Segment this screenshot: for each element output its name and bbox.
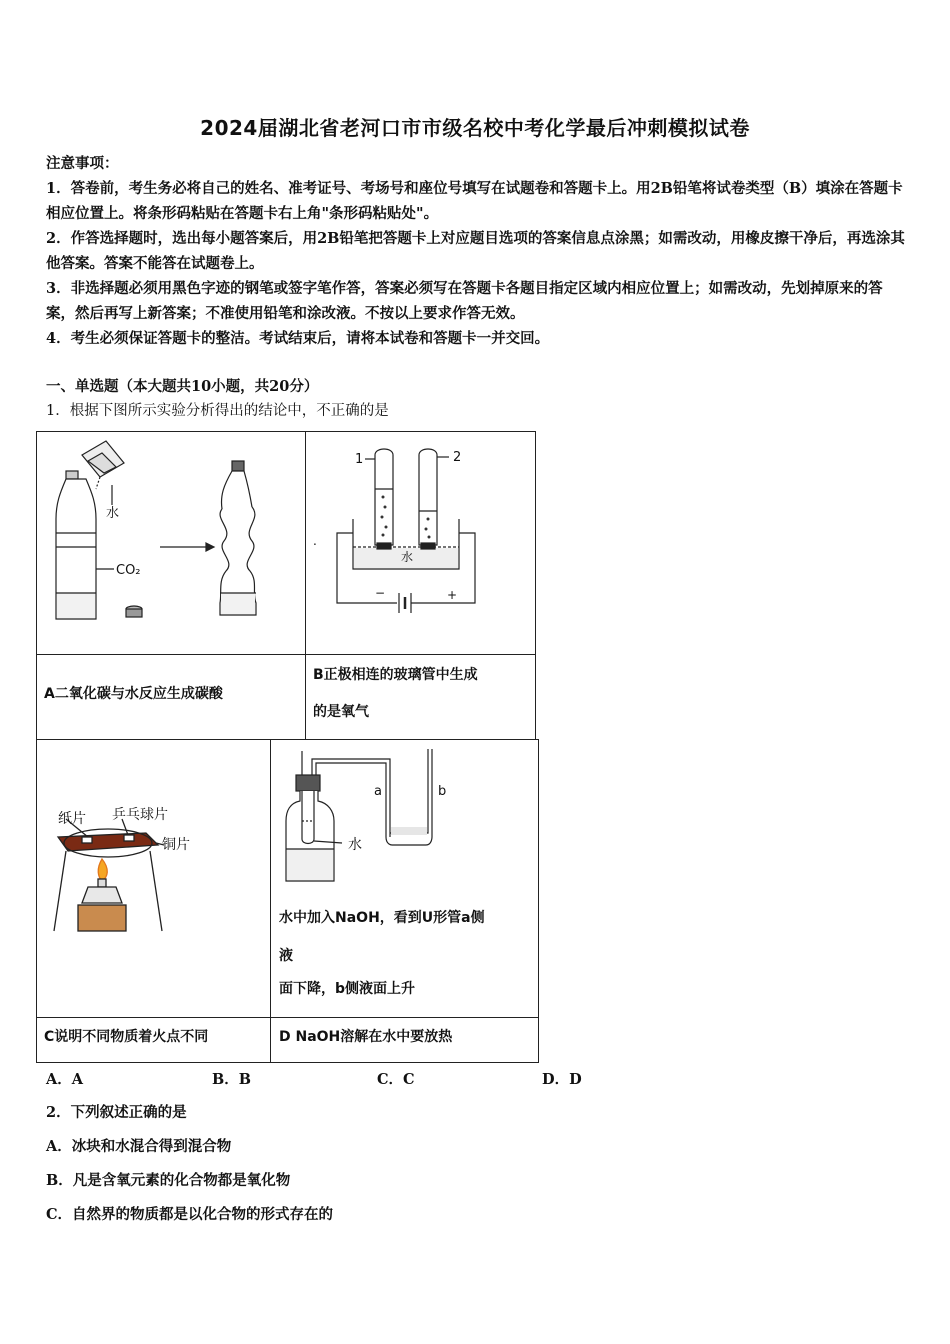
figure-a-bottles bbox=[38, 433, 304, 653]
q1-option-a: A．A bbox=[46, 1071, 84, 1088]
notice-item: 2．作答选择题时，选出每小题答案后，用2B铅笔把答题卡上对应题目选项的答案信息点涂黑；如需改动，用橡皮擦干净后，再选涂其他答案。答案不能答在试题卷上。 bbox=[46, 230, 905, 272]
notice-item: 3．非选择题必须用黑色字迹的钢笔或签字笔作答，答案必须写在答题卡各题目指定区域内相应位置上；如需改动，先划掉原来的答案，然后再写上新答案；不准使用铅笔和涂改液。不按以上要求作答无效。 bbox=[46, 280, 883, 322]
fig-b-label-2: 2 bbox=[453, 450, 462, 465]
fig-c-pingpong-label: 乒乓球片 bbox=[112, 807, 168, 823]
fig-d-label-b: b bbox=[438, 784, 447, 799]
notice-heading: 注意事项： bbox=[46, 155, 119, 172]
fig-b-label-1: 1 bbox=[355, 452, 364, 467]
caption-b-line1: B正极相连的玻璃管中生成 bbox=[313, 667, 478, 683]
caption-a: A二氧化碳与水反应生成碳酸 bbox=[44, 686, 223, 702]
figure-d-u-tube bbox=[272, 741, 537, 891]
notice-item: 1．答卷前，考生务必将自己的姓名、准考证号、考场号和座位号填写在试题卷和答题卡上。用2B铅笔将试卷类型（B）填涂在答题卡相应位置上。将条形码粘贴在答题卡右上角"条形码粘贴处"。 bbox=[46, 180, 903, 222]
page-title: 2024届湖北省老河口市市级名校中考化学最后冲刺模拟试卷 bbox=[200, 116, 750, 140]
section-heading: 一、单选题（本大题共10小题，共20分） bbox=[46, 378, 319, 395]
q2-option-b: B．凡是含氧元素的化合物都是氧化物 bbox=[46, 1172, 291, 1189]
caption-b-line2: 的是氧气 bbox=[313, 704, 369, 720]
fig-b-minus: − bbox=[375, 586, 386, 600]
caption-d-desc-line1: 水中加入NaOH，看到U形管a侧 bbox=[279, 910, 485, 926]
caption-d: D NaOH溶解在水中要放热 bbox=[279, 1029, 453, 1045]
question-2-stem: 2．下列叙述正确的是 bbox=[46, 1104, 187, 1121]
caption-d-desc-line2: 液 bbox=[279, 948, 293, 964]
q1-option-b: B．B bbox=[212, 1071, 252, 1088]
notice-block bbox=[46, 151, 906, 351]
q2-option-a: A．冰块和水混合得到混合物 bbox=[46, 1138, 232, 1155]
fig-a-water-label: 水 bbox=[106, 506, 120, 521]
q1-option-c: C．C bbox=[377, 1071, 415, 1088]
q1-option-d: D．D bbox=[542, 1071, 582, 1088]
fig-c-copper-label: 铜片 bbox=[162, 837, 190, 853]
fig-c-paper-label: 纸片 bbox=[58, 811, 86, 827]
notice-item: 4．考生必须保证答题卡的整洁。考试结束后，请将本试卷和答题卡一并交回。 bbox=[46, 330, 550, 347]
caption-c: C说明不同物质着火点不同 bbox=[44, 1029, 209, 1045]
fig-d-water-label: 水 bbox=[348, 837, 362, 853]
figure-c-ignition bbox=[38, 741, 269, 1016]
fig-a-co2-label: CO₂ bbox=[116, 563, 141, 578]
fig-d-label-a: a bbox=[374, 784, 382, 799]
fig-b-dot: . bbox=[313, 534, 317, 548]
caption-d-desc-line3: 面下降，b侧液面上升 bbox=[279, 981, 416, 997]
figure-b-electrolysis bbox=[307, 433, 534, 653]
question-1-stem: 1．根据下图所示实验分析得出的结论中，不正确的是 bbox=[46, 403, 389, 419]
q2-option-c: C．自然界的物质都是以化合物的形式存在的 bbox=[46, 1206, 334, 1223]
fig-b-plus: + bbox=[447, 588, 458, 602]
fig-b-water-label: 水 bbox=[401, 550, 414, 564]
